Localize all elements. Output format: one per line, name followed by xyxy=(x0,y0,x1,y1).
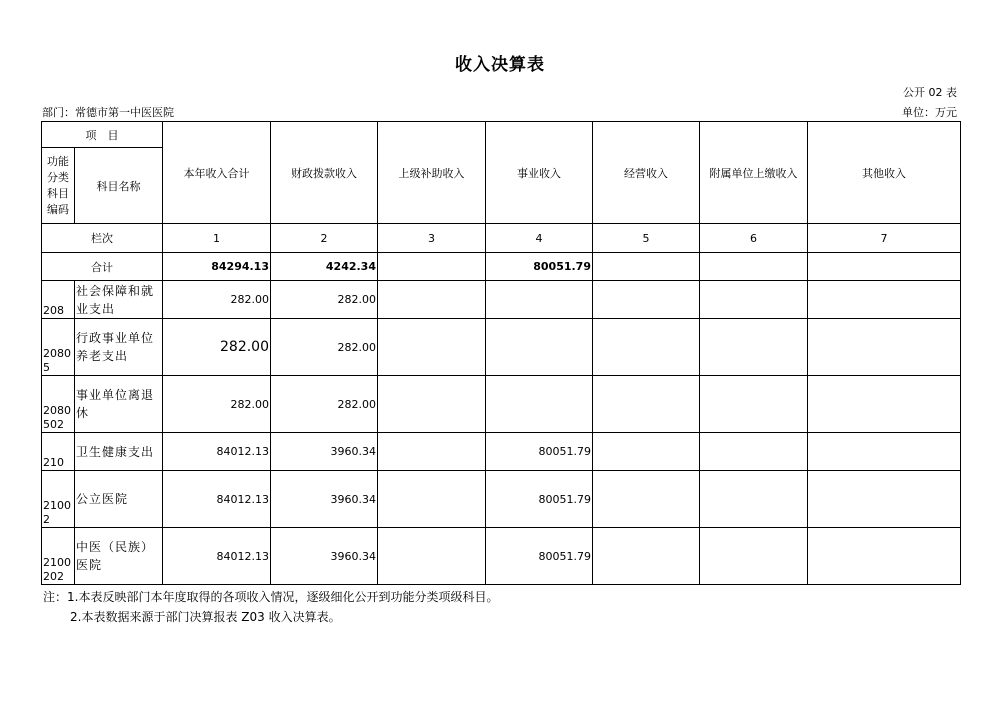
row-name: 行政事业单位养老支出 xyxy=(75,319,163,376)
table-row xyxy=(42,471,961,528)
column-number: 4 xyxy=(486,224,593,253)
row-value xyxy=(378,319,486,376)
row-value: 84012.13 xyxy=(163,433,271,471)
row-name: 卫生健康支出 xyxy=(75,433,163,471)
row-code: 208 xyxy=(42,281,75,319)
row-name: 社会保障和就业支出 xyxy=(75,281,163,319)
header-col-3: 上级补助收入 xyxy=(378,122,486,224)
row-value xyxy=(593,319,700,376)
row-value: 80051.79 xyxy=(486,433,593,471)
row-value: 84012.13 xyxy=(163,471,271,528)
header-col-1: 本年收入合计 xyxy=(163,122,271,224)
table-row xyxy=(42,281,961,319)
row-value: 282.00 xyxy=(163,281,271,319)
row-value xyxy=(808,376,961,433)
row-code: 20805 xyxy=(42,319,75,376)
header-col-4: 事业收入 xyxy=(486,122,593,224)
income-table xyxy=(41,121,961,585)
form-number: 公开 02 表 xyxy=(903,86,957,99)
column-number: 1 xyxy=(163,224,271,253)
row-value xyxy=(593,433,700,471)
row-value xyxy=(700,471,808,528)
row-value xyxy=(593,376,700,433)
header-col-7: 其他收入 xyxy=(808,122,961,224)
total-value: 84294.13 xyxy=(163,253,271,281)
row-name: 公立医院 xyxy=(75,471,163,528)
notes-prefix: 注： xyxy=(43,590,68,604)
notes xyxy=(43,587,498,627)
row-value: 3960.34 xyxy=(271,471,378,528)
row-value xyxy=(700,376,808,433)
row-value: 80051.79 xyxy=(486,528,593,585)
row-value xyxy=(593,471,700,528)
row-value xyxy=(700,433,808,471)
row-value: 3960.34 xyxy=(271,528,378,585)
total-label: 合计 xyxy=(42,253,163,281)
row-value xyxy=(808,319,961,376)
row-value: 282.00 xyxy=(163,376,271,433)
total-value: 80051.79 xyxy=(486,253,593,281)
row-code: 21002 xyxy=(42,471,75,528)
table-row xyxy=(42,528,961,585)
row-value: 84012.13 xyxy=(163,528,271,585)
unit-label: 单位：万元 xyxy=(902,106,957,119)
row-value xyxy=(808,471,961,528)
total-value xyxy=(378,253,486,281)
page-title: 收入决算表 xyxy=(455,55,545,75)
header-func-code: 功能分类科目编码 xyxy=(42,148,75,224)
column-number: 2 xyxy=(271,224,378,253)
row-name: 中医（民族）医院 xyxy=(75,528,163,585)
column-number: 7 xyxy=(808,224,961,253)
row-value xyxy=(378,528,486,585)
department-label: 部门：常德市第一中医医院 xyxy=(42,106,174,119)
column-number: 5 xyxy=(593,224,700,253)
row-value xyxy=(808,528,961,585)
row-value xyxy=(808,281,961,319)
total-value xyxy=(808,253,961,281)
row-value: 80051.79 xyxy=(486,471,593,528)
header-item: 项 目 xyxy=(42,122,163,148)
row-value xyxy=(378,281,486,319)
total-value xyxy=(593,253,700,281)
row-code: 2080502 xyxy=(42,376,75,433)
note-line-2: 2.本表数据来源于部门决算报表 Z03 收入决算表。 xyxy=(70,610,341,624)
note-line-1: 1.本表反映部门本年度取得的各项收入情况，逐级细化公开到功能分类项级科目。 xyxy=(67,590,499,604)
row-value xyxy=(593,528,700,585)
total-value xyxy=(700,253,808,281)
header-subject-name: 科目名称 xyxy=(75,148,163,224)
row-value xyxy=(700,528,808,585)
row-value xyxy=(378,376,486,433)
table-row xyxy=(42,376,961,433)
header-col-6: 附属单位上缴收入 xyxy=(700,122,808,224)
row-name: 事业单位离退休 xyxy=(75,376,163,433)
row-code: 210 xyxy=(42,433,75,471)
header-col-2: 财政拨款收入 xyxy=(271,122,378,224)
total-value: 4242.34 xyxy=(271,253,378,281)
row-code: 2100202 xyxy=(42,528,75,585)
column-number: 6 xyxy=(700,224,808,253)
row-value xyxy=(486,376,593,433)
column-number: 3 xyxy=(378,224,486,253)
row-value xyxy=(593,281,700,319)
row-value xyxy=(808,433,961,471)
row-value: 3960.34 xyxy=(271,433,378,471)
table-row xyxy=(42,319,961,376)
table-row xyxy=(42,433,961,471)
row-value xyxy=(378,433,486,471)
row-value: 282.00 xyxy=(271,281,378,319)
row-value: 282.00 xyxy=(163,319,271,376)
row-value xyxy=(700,281,808,319)
row-value xyxy=(700,319,808,376)
header-col-5: 经营收入 xyxy=(593,122,700,224)
row-value xyxy=(486,319,593,376)
row-value xyxy=(378,471,486,528)
row-value xyxy=(486,281,593,319)
row-value: 282.00 xyxy=(271,376,378,433)
column-number-label: 栏次 xyxy=(42,224,163,253)
row-value: 282.00 xyxy=(271,319,378,376)
